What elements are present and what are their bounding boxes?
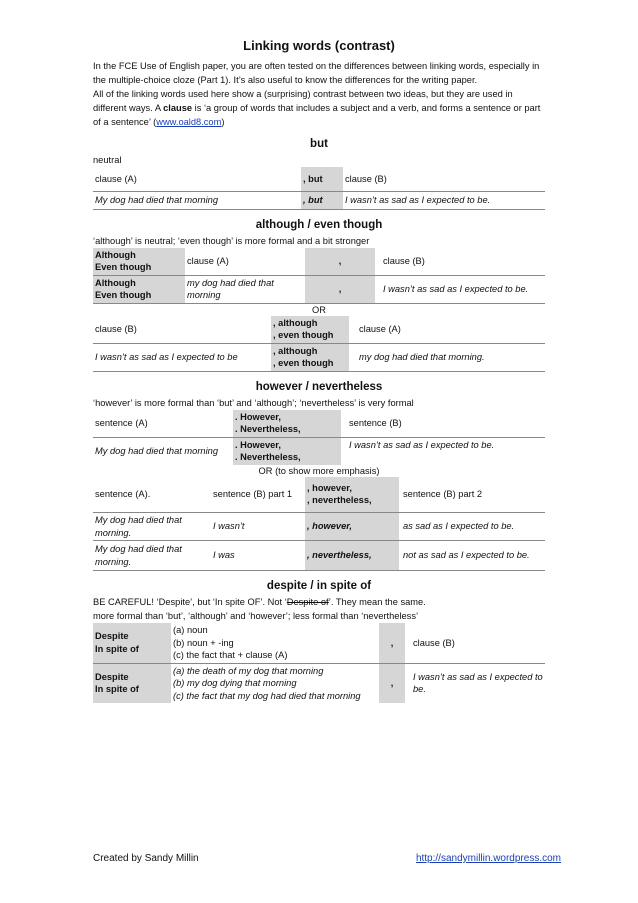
intro-paragraph-1: In the FCE Use of English paper, you are often tested on the differences between linking words, especially in the multiple-choice cloze (Part 1). It’s also useful to know the differences for the writing paper. bbox=[93, 61, 540, 85]
although-table-1 bbox=[93, 248, 545, 304]
cell: I wasn’t as sad as I expected to be. bbox=[375, 275, 545, 303]
cell: sentence (B) part 1 bbox=[211, 477, 305, 513]
cell: My dog had died that morning. bbox=[93, 541, 211, 571]
cell: (a) the death of my dog that morning (b) my dog dying that morning (c) the fact that my dog had died that morning bbox=[173, 665, 361, 701]
connector-cell: , bbox=[305, 275, 375, 303]
connector-cell: , bbox=[305, 248, 375, 276]
connector-cell: , but bbox=[301, 167, 343, 191]
connector-cell: Despite In spite of bbox=[93, 623, 171, 663]
cell: my dog had died that morning. bbox=[349, 343, 545, 371]
connector-cell: Although Even though bbox=[93, 248, 185, 276]
despite-table bbox=[93, 623, 545, 703]
connector-cell: Although Even though bbox=[93, 275, 185, 303]
cell: sentence (A). bbox=[93, 477, 211, 513]
or-divider: OR (to show more emphasis) bbox=[258, 465, 380, 476]
cell: I wasn’t as sad as I expected to be bbox=[93, 343, 271, 371]
despite-note-1: BE CAREFUL! ‘Despite’, but ‘In spite OF’. Not ‘Despite of’. They mean the same. bbox=[93, 597, 426, 607]
cell: My dog had died that morning bbox=[95, 445, 219, 456]
although-note: ‘although’ is neutral; ‘even though’ is more formal and a bit stronger bbox=[93, 235, 370, 246]
but-note: neutral bbox=[93, 155, 122, 165]
despite-note-2: more formal than ‘but’, ‘although’ and ‘however’; less formal than ‘nevertheless’ bbox=[93, 611, 419, 621]
connector-cell: . However, . Nevertheless, bbox=[233, 410, 341, 438]
connector-cell: . However, . Nevertheless, bbox=[233, 437, 341, 465]
section-heading-but: but bbox=[310, 138, 328, 150]
document-page bbox=[93, 38, 545, 703]
cell: clause (A) bbox=[93, 167, 301, 191]
however-table-2 bbox=[93, 477, 545, 572]
cell: clause (A) bbox=[349, 316, 545, 344]
intro-paragraph-2: All of the linking words used here show a (surprising) contrast between two ideas, but they are used in different ways. A clause is ‘a group of words that includes a subject and a verb, and forms a sentence or part of a sentence’ (www.oald8.com) bbox=[93, 89, 541, 127]
connector-cell: , but bbox=[301, 191, 343, 209]
oald-link[interactable]: www.oald8.com bbox=[156, 117, 222, 127]
connector-cell: , bbox=[379, 663, 405, 703]
but-table bbox=[93, 167, 545, 210]
cell: clause (B) bbox=[93, 316, 271, 344]
cell: I wasn’t as sad as I expected to be. bbox=[349, 439, 495, 450]
however-table-1 bbox=[93, 410, 545, 465]
cell: sentence (A) bbox=[93, 410, 233, 438]
connector-cell: , however, , nevertheless, bbox=[305, 477, 399, 513]
cell: not as sad as I expected to be. bbox=[399, 541, 545, 571]
connector-cell: Despite In spite of bbox=[93, 663, 171, 703]
section-heading-however: however / nevertheless bbox=[255, 380, 383, 393]
page-title: Linking words (contrast) bbox=[243, 38, 395, 53]
cell: sentence (B) bbox=[341, 410, 545, 438]
connector-cell: , although , even though bbox=[271, 316, 349, 344]
however-note: ‘however’ is more formal than ‘but’ and ‘although’; ‘nevertheless’ is very formal bbox=[93, 397, 414, 408]
section-heading-despite: despite / in spite of bbox=[266, 580, 372, 592]
cell: My dog had died that morning. bbox=[93, 513, 211, 541]
or-divider: OR bbox=[312, 304, 326, 315]
connector-cell: , however, bbox=[305, 513, 399, 541]
cell: I wasn’t bbox=[211, 513, 305, 541]
footer-author: Created by Sandy Millin bbox=[93, 853, 199, 864]
cell: I wasn’t as sad as I expected to be. bbox=[343, 191, 545, 209]
although-table-2 bbox=[93, 316, 545, 372]
cell: clause (B) bbox=[343, 167, 545, 191]
section-heading-although: although / even though bbox=[255, 218, 383, 231]
cell: clause (B) bbox=[375, 248, 545, 276]
cell: (a) noun (b) noun + -ing (c) the fact that + clause (A) bbox=[171, 623, 379, 663]
cell: I wasn’t as sad as I expected to be. bbox=[413, 671, 543, 695]
cell: as sad as I expected to be. bbox=[399, 513, 545, 541]
cell: I was bbox=[211, 541, 305, 571]
connector-cell: , nevertheless, bbox=[305, 541, 399, 571]
cell: sentence (B) part 2 bbox=[399, 477, 545, 513]
cell: clause (A) bbox=[185, 248, 305, 276]
footer-link[interactable]: http://sandymillin.wordpress.com bbox=[415, 853, 561, 864]
cell: my dog had died that morning bbox=[185, 275, 305, 303]
cell: My dog had died that morning bbox=[93, 191, 301, 209]
connector-cell: , although , even though bbox=[271, 343, 349, 371]
connector-cell: , bbox=[379, 623, 405, 663]
cell: clause (B) bbox=[405, 623, 545, 663]
